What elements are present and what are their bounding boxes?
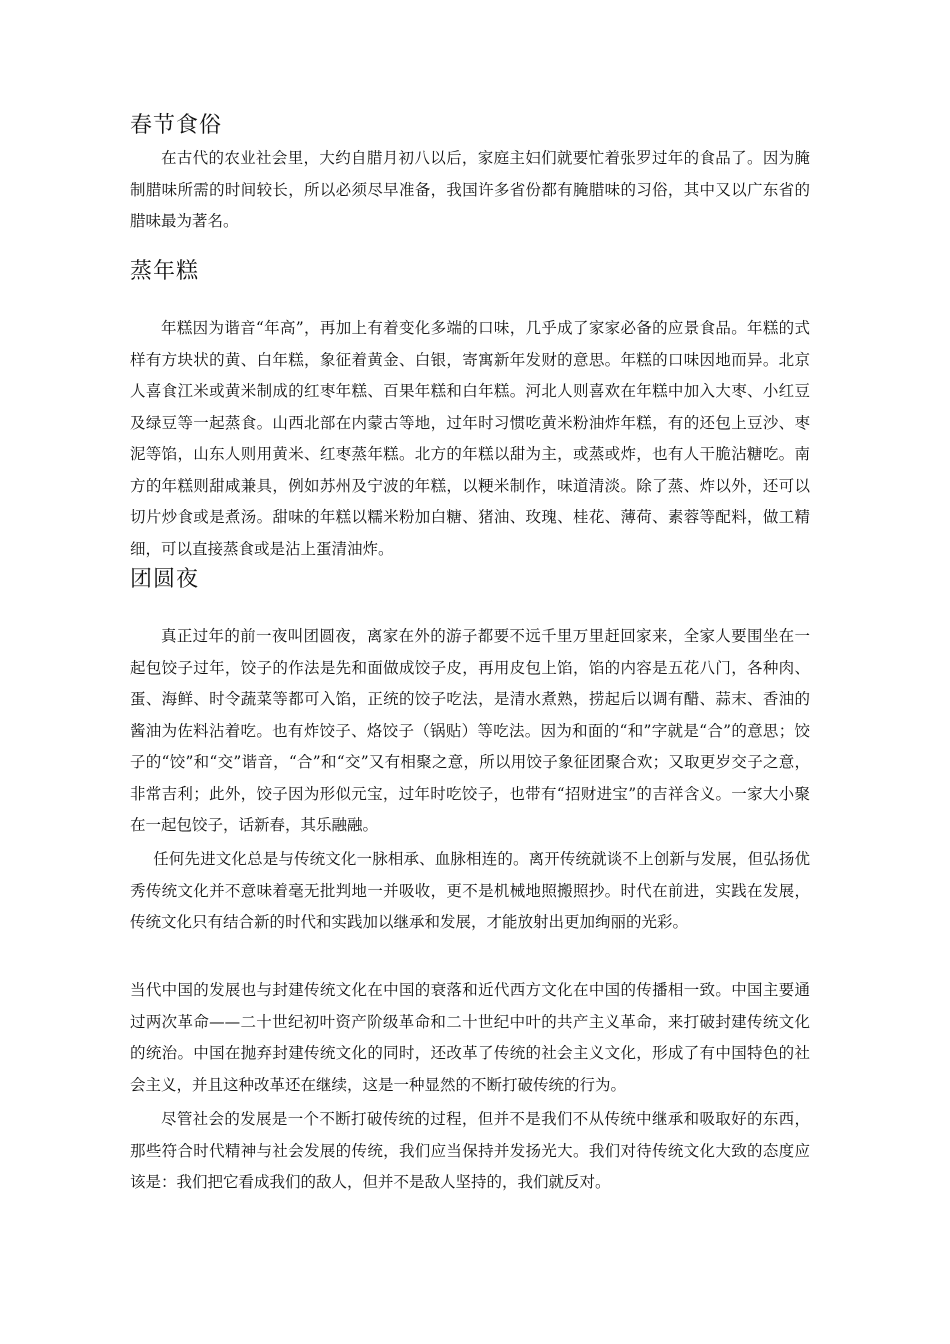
essay-paragraph-2: 当代中国的发展也与封建传统文化在中国的衰落和近代西方文化在中国的传播相一致。中国主要通过两次革命——二十世纪初叶资产阶级革命和二十世纪中叶的共产主义革命，来打破封建传统文化的统治。中国在抛弃封建传统文化的同时，还改革了传统的社会主义文化，形成了有中国特色的社会主义，并且这种改革还在继续，这是一种显然的不断打破传统的行为。: [130, 981, 810, 1094]
essay-paragraph-3: 尽管社会的发展是一个不断打破传统的过程，但并不是我们不从传统中继承和吸取好的东西，那些符合时代精神与社会发展的传统，我们应当保持并发扬光大。我们对待传统文化大致的态度应该是：我们把它看成我们的敌人，但并不是敌人坚持的，我们就反对。: [130, 1110, 810, 1191]
section-heading-nian-gao: 蒸年糕: [130, 259, 200, 284]
essay-paragraph-1: 任何先进文化总是与传统文化一脉相承、血脉相连的。离开传统就谈不上创新与发展，但弘扬优秀传统文化并不意味着毫无批判地一并吸收，更不是机械地照搬照抄。时代在前进，实践在发展，传统文化只有结合新的时代和实践加以继承和发展，才能放射出更加绚丽的光彩。: [130, 850, 810, 931]
section-paragraph-reunion-night: 真正过年的前一夜叫团圆夜，离家在外的游子都要不远千里万里赶回家来，全家人要围坐在一起包饺子过年，饺子的作法是先和面做成饺子皮，再用皮包上馅，馅的内容是五花八门，各种肉、蛋、海鲜、时令蔬菜等都可入馅，正统的饺子吃法，是清水煮熟，捞起后以调有醋、蒜末、香油的酱油为佐料沾着吃。也有炸饺子、烙饺子（锅贴）等吃法。因为和面的“和”字就是“合”的意思；饺子的“饺”和“交”谐音，“合”和“交”又有相聚之意，所以用饺子象征团聚合欢；又取更岁交子之意，非常吉利；此外，饺子因为形似元宝，过年时吃饺子，也带有“招财进宝”的吉祥含义。一家大小聚在一起包饺子，话新春，其乐融融。: [130, 627, 810, 834]
section-paragraph-nian-gao: 年糕因为谐音“年高”，再加上有着变化多端的口味，几乎成了家家必备的应景食品。年糕的式样有方块状的黄、白年糕，象征着黄金、白银，寄寓新年发财的意思。年糕的口味因地而异。北京人喜食江米或黄米制成的红枣年糕、百果年糕和白年糕。河北人则喜欢在年糕中加入大枣、小红豆及绿豆等一起蒸食。山西北部在内蒙古等地，过年时习惯吃黄米粉油炸年糕，有的还包上豆沙、枣泥等馅，山东人则用黄米、红枣蒸年糕。北方的年糕以甜为主，或蒸或炸，也有人干脆沾糖吃。南方的年糕则甜咸兼具，例如苏州及宁波的年糕，以粳米制作，味道清淡。除了蒸、炸以外，还可以切片炒食或是煮汤。甜味的年糕以糯米粉加白糖、猪油、玫瑰、桂花、薄荷、素蓉等配料，做工精细，可以直接蒸食或是沾上蛋清油炸。: [130, 319, 810, 558]
section-paragraph-spring-festival-food: 在古代的农业社会里，大约自腊月初八以后，家庭主妇们就要忙着张罗过年的食品了。因为腌制腊味所需的时间较长，所以必须尽早准备，我国许多省份都有腌腊味的习俗，其中又以广东省的腊味最为著名。: [130, 149, 810, 230]
section-heading-reunion-night: 团圆夜: [130, 567, 200, 592]
section-heading-spring-festival-food: 春节食俗: [130, 113, 223, 138]
